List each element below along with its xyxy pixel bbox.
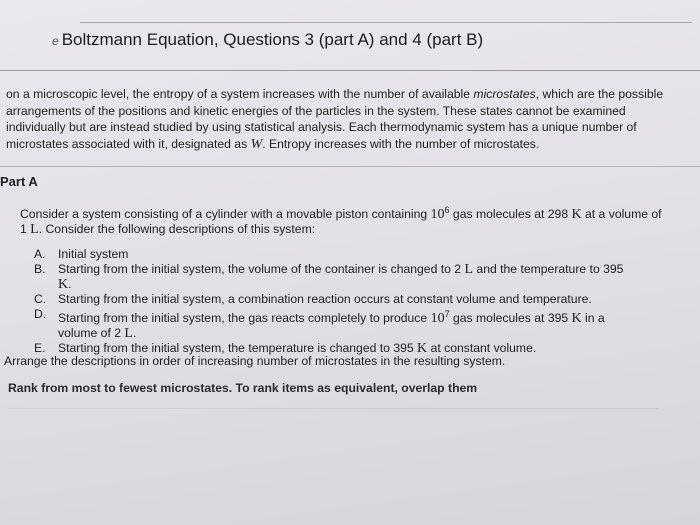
title-divider (0, 70, 700, 71)
part-a-heading: Part A (0, 174, 38, 189)
intro-paragraph: on a microscopic level, the entropy of a system increases with the number of available microstates, which are the possible arrangements of the positions and kinetic energies of the particles in the system. These states cannot be examined individually but are instead studied by using statistical analysis. Each thermodynamic system has a unique number of microstates associated with it, designated as W. Entropy increases with the number of microstates. (6, 87, 664, 152)
option-d: D. Starting from the initial system, the gas reacts completely to produce $10^7$ gas molecules at 395 K in a (34, 307, 605, 327)
page-title: e Boltzmann Equation, Questions 3 (part A) and 4 (part B) (52, 30, 484, 49)
description-list: A. Initial system B. Starting from the initial system, the volume of the container is changed to 2 L and the temperature to 395 K. C. Starting from the initial system, a combination reaction occurs at constant volume and temperature. D. Starting from the initial system, the gas reacts completely to produce $10^7$ gas molecules at 395 K in a volume of 2 L. E. Starting from the initial system, the temperature is changed to 395 K at constant volume. (34, 247, 624, 357)
arrange-instruction: Arrange the descriptions in order of increasing number of microstates in the resulting system. (4, 354, 506, 368)
question-text: Consider a system consisting of a cylinder with a movable piston containing $10^6$ gas molecules at 298 K at a volume of 1 L. Consider the following descriptions of this system: (20, 205, 662, 238)
ranking-area[interactable] (8, 408, 658, 525)
ae-icon: e (52, 34, 59, 48)
option-b: B. Starting from the initial system, the volume of the container is changed to 2 L and the temperature to 395 (34, 262, 624, 277)
option-a: A. Initial system (34, 247, 129, 261)
option-e: E. Starting from the initial system, the temperature is changed to 395 K at constant volume. (34, 341, 537, 357)
option-c: C. Starting from the initial system, a combination reaction occurs at constant volume and temperature. (34, 292, 592, 306)
top-divider (80, 22, 692, 23)
part-divider (0, 166, 700, 167)
rank-instruction: Rank from most to fewest microstates. To rank items as equivalent, overlap them (8, 381, 478, 395)
